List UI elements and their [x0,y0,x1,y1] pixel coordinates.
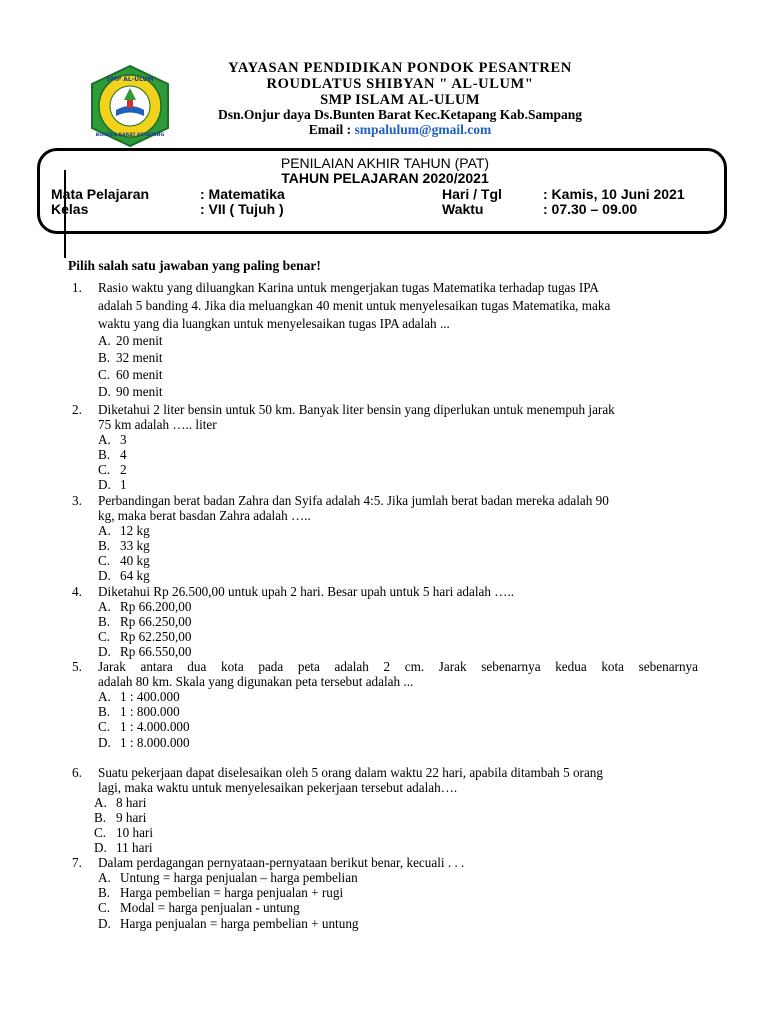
q4-option-a-text: Rp 66.200,00 [120,599,192,614]
q1-option-b-letter: B. [98,350,111,365]
question-6-line-2: lagi, maka waktu untuk menyelesaikan pekerjaan tersebut adalah…. [98,780,458,795]
class-value: : VII ( Tujuh ) [200,201,284,217]
q2-option-b-text: 4 [120,447,127,462]
q4-option-b-letter: B. [98,614,111,629]
q7-option-b-text: Harga pembelian = harga penjualan + rugi [120,885,344,900]
q7-option-c-text: Modal = harga penjualan - untung [120,900,300,915]
q7-option-a-text: Untung = harga penjualan – harga pembelian [120,870,358,885]
q1-option-c-text: 60 menit [116,367,163,382]
question-3-line-2: kg, maka berat basdan Zahra adalah ….. [98,508,311,523]
q3-option-c-text: 40 kg [120,553,150,568]
question-6-number: 6. [72,765,82,780]
question-3-number: 3. [72,493,82,508]
question-5-line-1: Jarak antara dua kota pada peta adalah 2 cm. Jarak sebenarnya kedua kota sebenarnya [98,659,698,674]
q6-option-a-text: 8 hari [116,795,147,810]
q5-option-c-letter: C. [98,719,111,734]
q5-option-d-letter: D. [98,735,111,750]
q4-option-d-text: Rp 66.550,00 [120,644,192,659]
time-value: : 07.30 – 09.00 [543,201,638,217]
logo-text-bottom: BUNTEN BARAT KETAPANG [95,133,165,138]
q3-option-a-text: 12 kg [120,523,150,538]
logo-text-top: SMP AL-ULUM [106,76,154,83]
q6-option-d-text: 11 hari [116,840,153,855]
pesantren-name: ROUDLATUS SHIBYAN " AL-ULUM" [266,76,534,92]
q1-option-d-letter: D. [98,384,111,399]
instruction: Pilih salah satu jawaban yang paling benar! [68,258,321,273]
q5-option-b-letter: B. [98,704,111,719]
q5-option-a-text: 1 : 400.000 [120,689,180,704]
email-link[interactable]: smpalulum@gmail.com [354,122,492,137]
q6-option-c-text: 10 hari [116,825,153,840]
question-2-line-2: 75 km adalah ….. liter [98,417,217,432]
question-1-line-1: Rasio waktu yang diluangkan Karina untuk mengerjakan tugas Matematika terhadap tugas IPA [98,280,599,295]
q1-option-c-letter: C. [98,367,111,382]
email-label: Email : [308,122,355,137]
q1-option-d-text: 90 menit [116,384,163,399]
q2-option-d-letter: D. [98,477,111,492]
q2-option-a-letter: A. [98,432,111,447]
class-label: Kelas [51,201,89,217]
q1-option-b-text: 32 menit [116,350,163,365]
school-address: Dsn.Onjur daya Ds.Bunten Barat Kec.Ketapang Kab.Sampang [218,107,582,122]
day-label: Hari / Tgl [442,186,502,202]
q6-option-b-letter: B. [94,810,107,825]
q2-option-d-text: 1 [120,477,127,492]
subject-value: : Matematika [200,186,285,202]
question-4-line-1: Diketahui Rp 26.500,00 untuk upah 2 hari. Besar upah untuk 5 hari adalah ….. [98,584,515,599]
q2-option-c-letter: C. [98,462,111,477]
exam-year: TAHUN PELAJARAN 2020/2021 [281,170,489,186]
q5-option-c-text: 1 : 4.000.000 [120,719,190,734]
q5-option-d-text: 1 : 8.000.000 [120,735,190,750]
q4-option-d-letter: D. [98,644,111,659]
q7-option-d-text: Harga penjualan = harga pembelian + untung [120,916,359,931]
school-email [150,122,650,138]
q6-option-b-text: 9 hari [116,810,147,825]
q2-option-a-text: 3 [120,432,127,447]
question-5-number: 5. [72,659,82,674]
q6-option-c-letter: C. [94,825,107,840]
q4-option-b-text: Rp 66.250,00 [120,614,192,629]
question-2-line-1: Diketahui 2 liter bensin untuk 50 km. Banyak liter bensin yang diperlukan untuk menempuh jarak [98,402,615,417]
q3-option-a-letter: A. [98,523,111,538]
q7-option-a-letter: A. [98,870,111,885]
exam-title: PENILAIAN AKHIR TAHUN (PAT) [280,155,490,171]
foundation-name: YAYASAN PENDIDIKAN PONDOK PESANTREN [228,60,572,76]
q1-option-a-letter: A. [98,333,111,348]
question-3-line-1: Perbandingan berat badan Zahra dan Syifa adalah 4:5. Jika jumlah berat badan mereka adalah 90 [98,493,609,508]
question-2-number: 2. [72,402,82,417]
question-1-number: 1. [72,280,82,295]
q5-option-a-letter: A. [98,689,111,704]
q3-option-b-letter: B. [98,538,111,553]
q5-option-b-text: 1 : 800.000 [120,704,180,719]
q3-option-d-letter: D. [98,568,111,583]
question-4-number: 4. [72,584,82,599]
q4-option-c-letter: C. [98,629,111,644]
q3-option-d-text: 64 kg [120,568,150,583]
q6-option-d-letter: D. [94,840,107,855]
q1-option-a-text: 20 menit [116,333,163,348]
school-name: SMP ISLAM AL-ULUM [320,92,480,108]
time-label: Waktu [442,201,484,217]
q7-option-b-letter: B. [98,885,111,900]
q6-option-a-letter: A. [94,795,107,810]
question-1-line-2: adalah 5 banding 4. Jika dia meluangkan 40 menit untuk menyelesaikan tugas Matematika, maka [98,298,611,313]
question-6-line-1: Suatu pekerjaan dapat diselesaikan oleh 5 orang dalam waktu 22 hari, apabila ditambah 5 orang [98,765,603,780]
q4-option-a-letter: A. [98,599,111,614]
q3-option-b-text: 33 kg [120,538,150,553]
q2-option-c-text: 2 [120,462,127,477]
question-7-number: 7. [72,855,82,870]
question-5-line-2: adalah 80 km. Skala yang digunakan peta tersebut adalah ... [98,674,414,689]
day-value: : Kamis, 10 Juni 2021 [543,186,685,202]
q2-option-b-letter: B. [98,447,111,462]
subject-label: Mata Pelajaran [51,186,150,202]
q7-option-d-letter: D. [98,916,111,931]
question-7-line-1: Dalam perdagangan pernyataan-pernyataan berikut benar, kecuali . . . [98,855,465,870]
q7-option-c-letter: C. [98,900,111,915]
q4-option-c-text: Rp 62.250,00 [120,629,192,644]
question-1-line-3: waktu yang dia luangkan untuk menyelesaikan tugas IPA adalah ... [98,316,450,331]
q3-option-c-letter: C. [98,553,111,568]
